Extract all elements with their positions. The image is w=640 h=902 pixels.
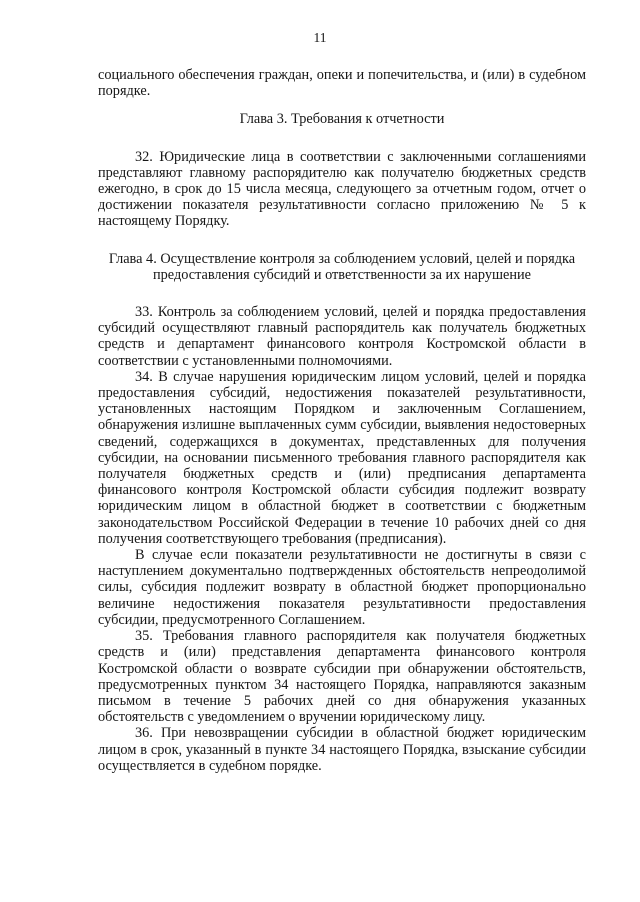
paragraph-34: 34. В случае нарушения юридическим лицом условий, целей и порядка предоставления субсидий, недостижения показателей результативности, установленных настоящим Порядком и заключенным Соглашением, обнаружения излишне выплаченных сумм субсидии, выявления недостоверных сведений, содержащихся в документах, представленных для получения субсидии, на основании письменного требования главного распорядителя как получателя бюджетных средств и (или) предписания департамента финансового контроля Костромской области субсидия подлежит возврату юридическим лицом в областной бюджет в соответствии с бюджетным законодательством Российской Федерации в течение 10 рабочих дней со дня получения соответствующего требования (предписания). [98, 368, 586, 547]
paragraph-35: 35. Требования главного распорядителя как получателя бюджетных средств и (или) представления департамента финансового контроля Костромской области о возврате субсидии при обнаружении обстоятельств, предусмотренных пунктом 34 настоящего Порядка, направляются заказным письмом в течение 5 рабочих дней со дня обнаружения указанных обстоятельств с уведомлением о вручении юридическому лицу. [98, 628, 586, 726]
paragraph-36: 36. При невозвращении субсидии в областной бюджет юридическим лицом в срок, указанный в пункте 34 настоящего Порядка, взыскание субсидии осуществляется в судебном порядке. [98, 725, 586, 774]
page-content [98, 67, 586, 774]
paragraph-32: 32. Юридические лица в соответствии с заключенными соглашениями представляют главному распорядителю как получателю бюджетных средств ежегодно, в срок до 15 числа месяца, следующего за отчетным годом, отчет о достижении показателя результативности согласно приложению № 5 к настоящему Порядку. [98, 148, 586, 230]
page-number: 11 [313, 30, 327, 45]
intro-paragraph: социального обеспечения граждан, опеки и попечительства, и (или) в судебном порядке. [98, 67, 586, 100]
paragraph-33: 33. Контроль за соблюдением условий, целей и порядка предоставления субсидий осуществляют главный распорядитель как получатель бюджетных средств и департамент финансового контроля Костромской области в соответствии с установленными полномочиями. [98, 304, 586, 369]
chapter-4-heading: Глава 4. Осуществление контроля за соблюдением условий, целей и порядка предоставления субсидий и ответственности за их нарушение [108, 250, 576, 283]
paragraph-34-continuation: В случае если показатели результативности не достигнуты в связи с наступлением документально подтвержденных обстоятельств непреодолимой силы, субсидия подлежит возврату в областной бюджет пропорционально величине недостижения показателя результативности предоставления субсидии, предусмотренного Соглашением. [98, 547, 586, 628]
chapter-3-heading: Глава 3. Требования к отчетности [239, 111, 445, 128]
